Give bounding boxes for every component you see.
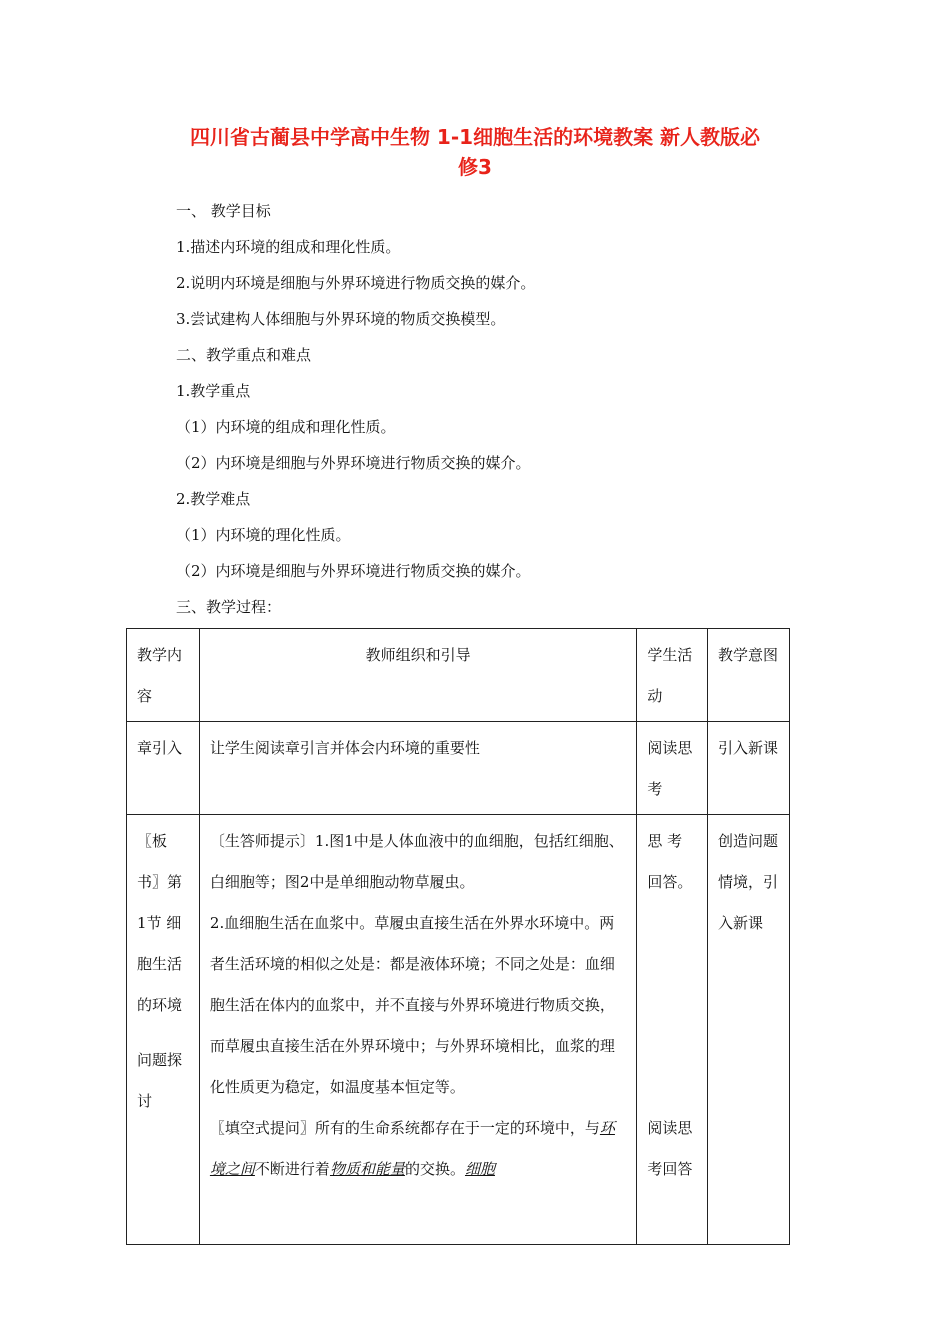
p3-underline-3: 细胞	[464, 1160, 495, 1178]
difficulties-label: 2.教学难点	[176, 490, 251, 508]
row1-content: 章引入	[127, 722, 200, 815]
difficulty-2: （2）内环境是细胞与外界环境进行物质交换的媒介。	[176, 562, 531, 580]
row2-student	[637, 815, 708, 1245]
p3-text-b: 不断进行着	[254, 1160, 330, 1178]
teaching-process-table	[126, 628, 790, 1245]
key-point-1: （1）内环境的组成和理化性质。	[176, 418, 396, 436]
table-row	[127, 815, 790, 1245]
heading-process: 三、教学过程：	[176, 598, 282, 616]
title-line-1: 四川省古蔺县中学高中生物 1-1细胞生活的环境教案 新人教版必	[189, 125, 761, 149]
table-header-row	[127, 629, 790, 722]
objective-2: 2.说明内环境是细胞与外界环境进行物质交换的媒介。	[176, 274, 536, 292]
row2-teacher-p2: 2.血细胞生活在血浆中。草履虫直接生活在外界水环境中。两者生活环境的相似之处是：都是液体环境；不同之处是：血细胞生活在体内的血浆中，并不直接与外界环境进行物质交换，而草履虫直接生活在外界环境中；与外界环境相比，血浆的理化性质更为稳定，如温度基本恒定等。	[209, 914, 615, 1096]
row2-teacher-p1: 〔生答师提示〕1.图1中是人体血液中的血细胞，包括红细胞、白细胞等；图2中是单细胞动物草履虫。	[209, 832, 624, 891]
objective-1: 1.描述内环境的组成和理化性质。	[176, 238, 401, 256]
row2-content-discussion: 问题探讨	[137, 1051, 183, 1110]
header-content: 教学内容	[127, 629, 200, 722]
heading-objectives: 一、 教学目标	[176, 202, 271, 220]
row2-student-a: 思 考 回答。	[647, 832, 693, 891]
title-line-2: 修3	[458, 155, 492, 179]
document-title	[130, 122, 820, 182]
row2-intent: 创造问题情境，引入新课	[707, 815, 789, 1245]
p3-underline-1: 环境之间	[209, 1119, 615, 1178]
key-point-2: （2）内环境是细胞与外界环境进行物质交换的媒介。	[176, 454, 531, 472]
objective-3: 3.尝试建构人体细胞与外界环境的物质交换模型。	[176, 310, 506, 328]
row2-content-title: 〖板书〗第1节 细胞生活的环境	[137, 832, 183, 1014]
row1-student: 阅读思考	[637, 722, 708, 815]
row1-intent: 引入新课	[707, 722, 789, 815]
row2-student-b: 阅读思考回答	[647, 1119, 693, 1178]
table-row	[127, 722, 790, 815]
header-student: 学生活动	[637, 629, 708, 722]
row2-teacher-p3	[209, 1108, 626, 1178]
header-intent: 教学意图	[707, 629, 789, 722]
row2-teacher	[199, 815, 636, 1245]
row1-teacher: 让学生阅读章引言并体会内环境的重要性	[199, 722, 636, 815]
heading-key-points: 二、教学重点和难点	[176, 346, 312, 364]
header-teacher: 教师组织和引导	[199, 629, 636, 722]
difficulty-1: （1）内环境的理化性质。	[176, 526, 351, 544]
p3-text-a: 〖填空式提问〗所有的生命系统都存在于一定的环境中，与	[209, 1119, 600, 1137]
key-points-label: 1.教学重点	[176, 382, 251, 400]
p3-text-c: 的交换。	[404, 1160, 465, 1178]
p3-underline-2: 物质和能量	[329, 1160, 405, 1178]
row2-content	[127, 815, 200, 1245]
